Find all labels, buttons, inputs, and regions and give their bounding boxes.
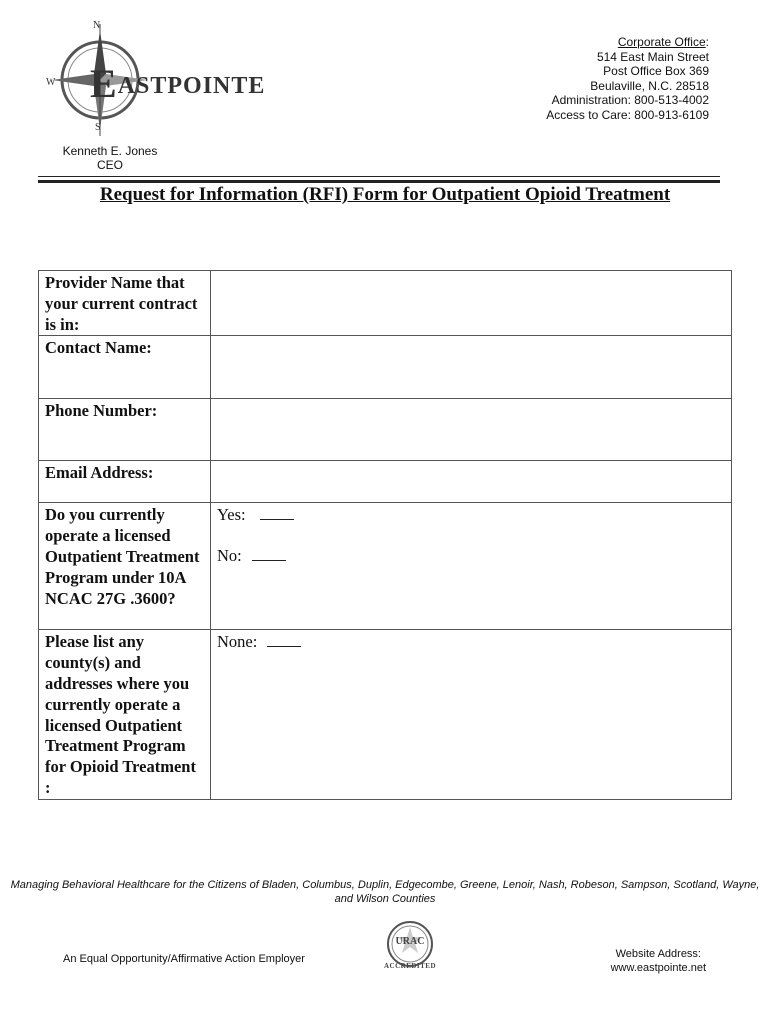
office-heading-colon: :	[705, 35, 709, 49]
office-care-phone: Access to Care: 800-913-6109	[546, 107, 709, 122]
table-row	[39, 630, 732, 800]
provider-name-field[interactable]	[211, 271, 732, 336]
table-row	[39, 271, 732, 336]
compass-north-label: N	[93, 20, 101, 31]
urac-accredited-seal	[380, 918, 440, 978]
table-row	[39, 336, 732, 399]
contact-name-field[interactable]	[211, 336, 732, 399]
no-label: No:	[217, 546, 242, 566]
logo-initial: E	[90, 61, 118, 106]
mission-statement: Managing Behavioral Healthcare for the Citizens of Bladen, Columbus, Duplin, Edgecombe, Greene, Lenoir, Nash, Robeson, Sampson, Scotland, Wayne, and Wilson Counties	[10, 879, 760, 905]
compass-west-label: W	[46, 77, 56, 88]
table-row	[39, 503, 732, 630]
office-city: Beulaville, N.C. 28518	[590, 78, 709, 93]
office-admin-phone: Administration: 800-513-4002	[551, 93, 709, 108]
ceo-name: Kenneth E. Jones	[62, 144, 158, 158]
licensed-program-answers	[211, 503, 732, 630]
provider-name-label: Provider Name that your current contract is in:	[39, 271, 211, 336]
yes-blank[interactable]	[260, 505, 294, 520]
none-label: None:	[217, 632, 258, 652]
office-heading: Corporate Office	[617, 35, 706, 49]
logo-wordmark	[90, 60, 265, 107]
urac-accredited-text: ACCREDITED	[383, 962, 437, 970]
table-row	[39, 399, 732, 461]
urac-seal-text: URAC	[395, 936, 425, 947]
form-title: Request for Information (RFI) Form for Outpatient Opioid Treatment	[99, 184, 671, 205]
equal-opportunity-statement: An Equal Opportunity/Affirmative Action Employer	[63, 953, 305, 965]
office-street: 514 East Main Street	[596, 49, 709, 64]
phone-number-field[interactable]	[211, 399, 732, 461]
county-addresses-label: Please list any county(s) and addresses where you currently operate a licensed Outpatient Treatment Program for Opioid Treatment :	[39, 630, 211, 800]
table-row	[39, 461, 732, 503]
website-label: Website Address:	[615, 948, 701, 960]
corporate-office-address	[546, 35, 709, 123]
yes-label: Yes:	[217, 505, 246, 525]
licensed-program-label: Do you currently operate a licensed Outpatient Treatment Program under 10A NCAC 27G .3600?	[39, 503, 211, 630]
no-blank[interactable]	[252, 546, 286, 561]
county-addresses-field[interactable]	[211, 630, 732, 800]
email-address-label: Email Address:	[39, 461, 211, 503]
header-divider-thin	[38, 176, 720, 177]
website-block	[611, 947, 706, 975]
ceo-block	[60, 144, 160, 172]
contact-name-label: Contact Name:	[39, 336, 211, 399]
phone-number-label: Phone Number:	[39, 399, 211, 461]
ceo-title: CEO	[96, 158, 123, 172]
eastpointe-logo	[40, 20, 280, 136]
compass-south-label: S	[95, 122, 101, 133]
office-po-box: Post Office Box 369	[603, 64, 709, 79]
email-address-field[interactable]	[211, 461, 732, 503]
header-divider-thick	[38, 180, 720, 183]
rfi-form-table	[38, 270, 732, 800]
logo-rest: ASTPOINTE	[117, 73, 266, 99]
website-url[interactable]: www.eastpointe.net	[610, 962, 706, 974]
none-blank[interactable]	[267, 632, 301, 647]
